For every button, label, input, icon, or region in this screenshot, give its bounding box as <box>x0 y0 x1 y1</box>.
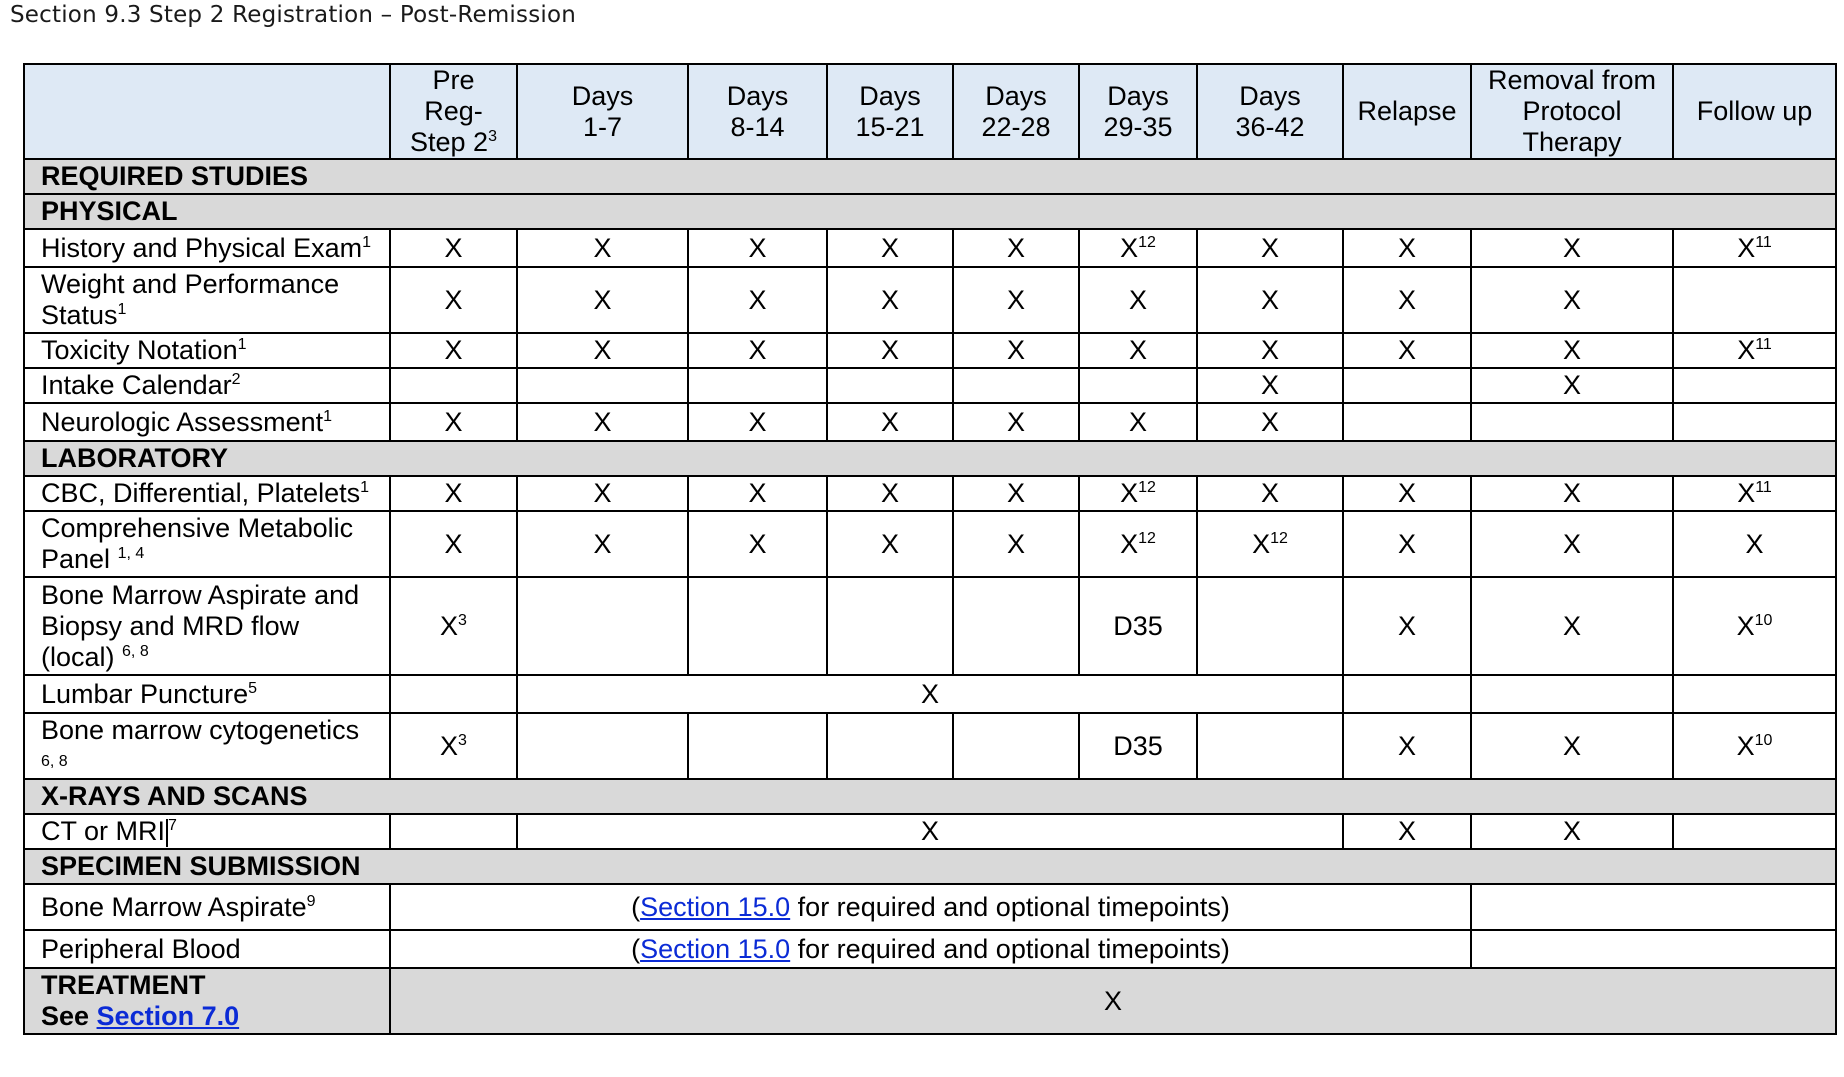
header-follow-up: Follow up <box>1673 64 1836 159</box>
table-row <box>24 814 1836 849</box>
cell <box>390 814 517 849</box>
table-row <box>24 713 1836 779</box>
cell: X <box>1343 267 1471 333</box>
cell: X <box>1471 577 1673 675</box>
table-row <box>24 675 1836 713</box>
cell <box>517 713 688 779</box>
cell <box>517 368 688 403</box>
cell <box>1471 675 1673 713</box>
cell <box>1673 403 1836 441</box>
cell <box>953 368 1079 403</box>
section-15-link[interactable]: Section 15.0 <box>640 891 791 922</box>
section-required-studies: REQUIRED STUDIES <box>24 159 1836 194</box>
cell: X <box>827 476 953 511</box>
cell <box>953 577 1079 675</box>
cell: X <box>953 333 1079 368</box>
cell: X <box>517 476 688 511</box>
cell: X <box>953 267 1079 333</box>
cell: X <box>953 476 1079 511</box>
cell: X <box>1343 333 1471 368</box>
header-days-22-28: Days 22-28 <box>953 64 1079 159</box>
cell: X <box>827 267 953 333</box>
cell <box>517 577 688 675</box>
section-laboratory: LABORATORY <box>24 441 1836 476</box>
section-15-link[interactable]: Section 15.0 <box>640 933 791 964</box>
cell: $X^3$ <box>390 713 517 779</box>
cell: X <box>1471 229 1673 267</box>
cell <box>1673 368 1836 403</box>
treatment-mark: X <box>390 968 1836 1034</box>
cell: X <box>1343 511 1471 577</box>
header-removal: Removal from Protocol Therapy <box>1471 64 1673 159</box>
cell: X <box>827 333 953 368</box>
cell: X <box>1471 267 1673 333</box>
cell: X <box>688 476 827 511</box>
header-days-1-7: Days 1-7 <box>517 64 688 159</box>
cell: X <box>1343 229 1471 267</box>
cell: X <box>953 511 1079 577</box>
cell <box>390 675 517 713</box>
row-label: Bone Marrow Aspirate$^9$ <box>24 884 390 930</box>
cell: X <box>1471 511 1673 577</box>
cell: X <box>1197 368 1343 403</box>
cell: X <box>1471 368 1673 403</box>
specimen-note: (Section 15.0 for required and optional timepoints) <box>390 930 1471 968</box>
cell <box>1673 814 1836 849</box>
cell: X <box>827 511 953 577</box>
table-row <box>24 368 1836 403</box>
cell <box>1343 403 1471 441</box>
cell: $X^{10}$ <box>1673 577 1836 675</box>
cell: X <box>1471 814 1673 849</box>
cell: X <box>1343 476 1471 511</box>
cell: X <box>1079 333 1197 368</box>
cell <box>827 577 953 675</box>
cell: X <box>517 675 1343 713</box>
cell <box>390 368 517 403</box>
cell: X <box>517 511 688 577</box>
cell <box>827 368 953 403</box>
row-label: CBC, Differential, Platelets$^1$ <box>24 476 390 511</box>
cell: $X^{10}$ <box>1673 713 1836 779</box>
table-row <box>24 577 1836 675</box>
cell: X <box>688 229 827 267</box>
header-blank <box>24 64 390 159</box>
row-label: Lumbar Puncture$^5$ <box>24 675 390 713</box>
cell: $X^{12}$ <box>1079 511 1197 577</box>
cell <box>827 713 953 779</box>
cell: X <box>1343 713 1471 779</box>
cell: X <box>1197 333 1343 368</box>
row-label: Intake Calendar$^2$ <box>24 368 390 403</box>
cell: X <box>688 403 827 441</box>
section-7-link[interactable]: Section 7.0 <box>96 1001 240 1031</box>
cell: X <box>390 333 517 368</box>
table-row <box>24 333 1836 368</box>
cell: X <box>1343 577 1471 675</box>
cell: X <box>827 403 953 441</box>
table-row <box>24 884 1836 930</box>
table-row <box>24 930 1836 968</box>
section-xrays-scans: X-RAYS AND SCANS <box>24 779 1836 814</box>
cell: $X^{12}$ <box>1079 229 1197 267</box>
row-label: Weight and Performance Status$^1$ <box>24 267 390 333</box>
header-days-29-35: Days 29-35 <box>1079 64 1197 159</box>
cell: $X^{12}$ <box>1079 476 1197 511</box>
row-label: Bone marrow cytogenetics $^{6, 8}$ <box>24 713 390 779</box>
cell <box>1673 267 1836 333</box>
cell: X <box>390 511 517 577</box>
section-specimen-submission: SPECIMEN SUBMISSION <box>24 849 1836 884</box>
cell <box>688 368 827 403</box>
cell: X <box>1471 333 1673 368</box>
row-label: Comprehensive Metabolic Panel $^{1, 4}$ <box>24 511 390 577</box>
cell: $X^3$ <box>390 577 517 675</box>
treatment-label: TREATMENT See Section 7.0 <box>24 968 390 1034</box>
header-days-36-42: Days 36-42 <box>1197 64 1343 159</box>
cell: X <box>390 476 517 511</box>
cell: $X^{11}$ <box>1673 333 1836 368</box>
treatment-row <box>24 968 1836 1034</box>
cell: X <box>688 267 827 333</box>
header-pre-reg: Pre Reg- Step $2^3$ <box>390 64 517 159</box>
cell: $X^{11}$ <box>1673 476 1836 511</box>
cell <box>1197 577 1343 675</box>
cell: X <box>1197 403 1343 441</box>
cell: X <box>688 333 827 368</box>
row-label: Toxicity Notation$^1$ <box>24 333 390 368</box>
table-row <box>24 403 1836 441</box>
cell: D35 <box>1079 713 1197 779</box>
cell: X <box>517 403 688 441</box>
cell: X <box>517 267 688 333</box>
section-physical: PHYSICAL <box>24 194 1836 229</box>
cell <box>1343 368 1471 403</box>
cell <box>688 577 827 675</box>
cell <box>953 713 1079 779</box>
header-days-8-14: Days 8-14 <box>688 64 827 159</box>
cell: X <box>953 229 1079 267</box>
header-relapse: Relapse <box>1343 64 1471 159</box>
cell: X <box>1079 403 1197 441</box>
cell <box>1343 675 1471 713</box>
cell: X <box>1197 229 1343 267</box>
cell <box>1197 713 1343 779</box>
cell: X <box>1343 814 1471 849</box>
cell: X <box>688 511 827 577</box>
row-label: Peripheral Blood <box>24 930 390 968</box>
row-label: Neurologic Assessment$^1$ <box>24 403 390 441</box>
table-row <box>24 511 1836 577</box>
cell: X <box>827 229 953 267</box>
cell: X <box>1471 476 1673 511</box>
study-calendar-table <box>23 63 1837 1035</box>
specimen-note: (Section 15.0 for required and optional timepoints) <box>390 884 1471 930</box>
row-label: History and Physical Exam$^1$ <box>24 229 390 267</box>
table-row <box>24 229 1836 267</box>
cell: X <box>390 267 517 333</box>
cell: $X^{12}$ <box>1197 511 1343 577</box>
cell: X <box>1197 476 1343 511</box>
cell <box>1079 368 1197 403</box>
header-row <box>24 64 1836 159</box>
cell: X <box>1079 267 1197 333</box>
page-title: Section 9.3 Step 2 Registration – Post-Remission <box>10 2 577 28</box>
cell: X <box>1471 713 1673 779</box>
cell: X <box>517 333 688 368</box>
cell: X <box>517 229 688 267</box>
cell: X <box>953 403 1079 441</box>
cell: X <box>1673 511 1836 577</box>
cell <box>688 713 827 779</box>
cell: D35 <box>1079 577 1197 675</box>
cell: X <box>517 814 1343 849</box>
cell <box>1471 403 1673 441</box>
row-label: CT or MRI $^7$ <box>24 814 390 849</box>
cell: X <box>390 229 517 267</box>
table-row <box>24 267 1836 333</box>
cell: X <box>390 403 517 441</box>
table-row <box>24 476 1836 511</box>
cell: X <box>1197 267 1343 333</box>
row-label: Bone Marrow Aspirate and Biopsy and MRD flow (local) $^{6, 8}$ <box>24 577 390 675</box>
header-days-15-21: Days 15-21 <box>827 64 953 159</box>
cell: $X^{11}$ <box>1673 229 1836 267</box>
cell <box>1673 675 1836 713</box>
